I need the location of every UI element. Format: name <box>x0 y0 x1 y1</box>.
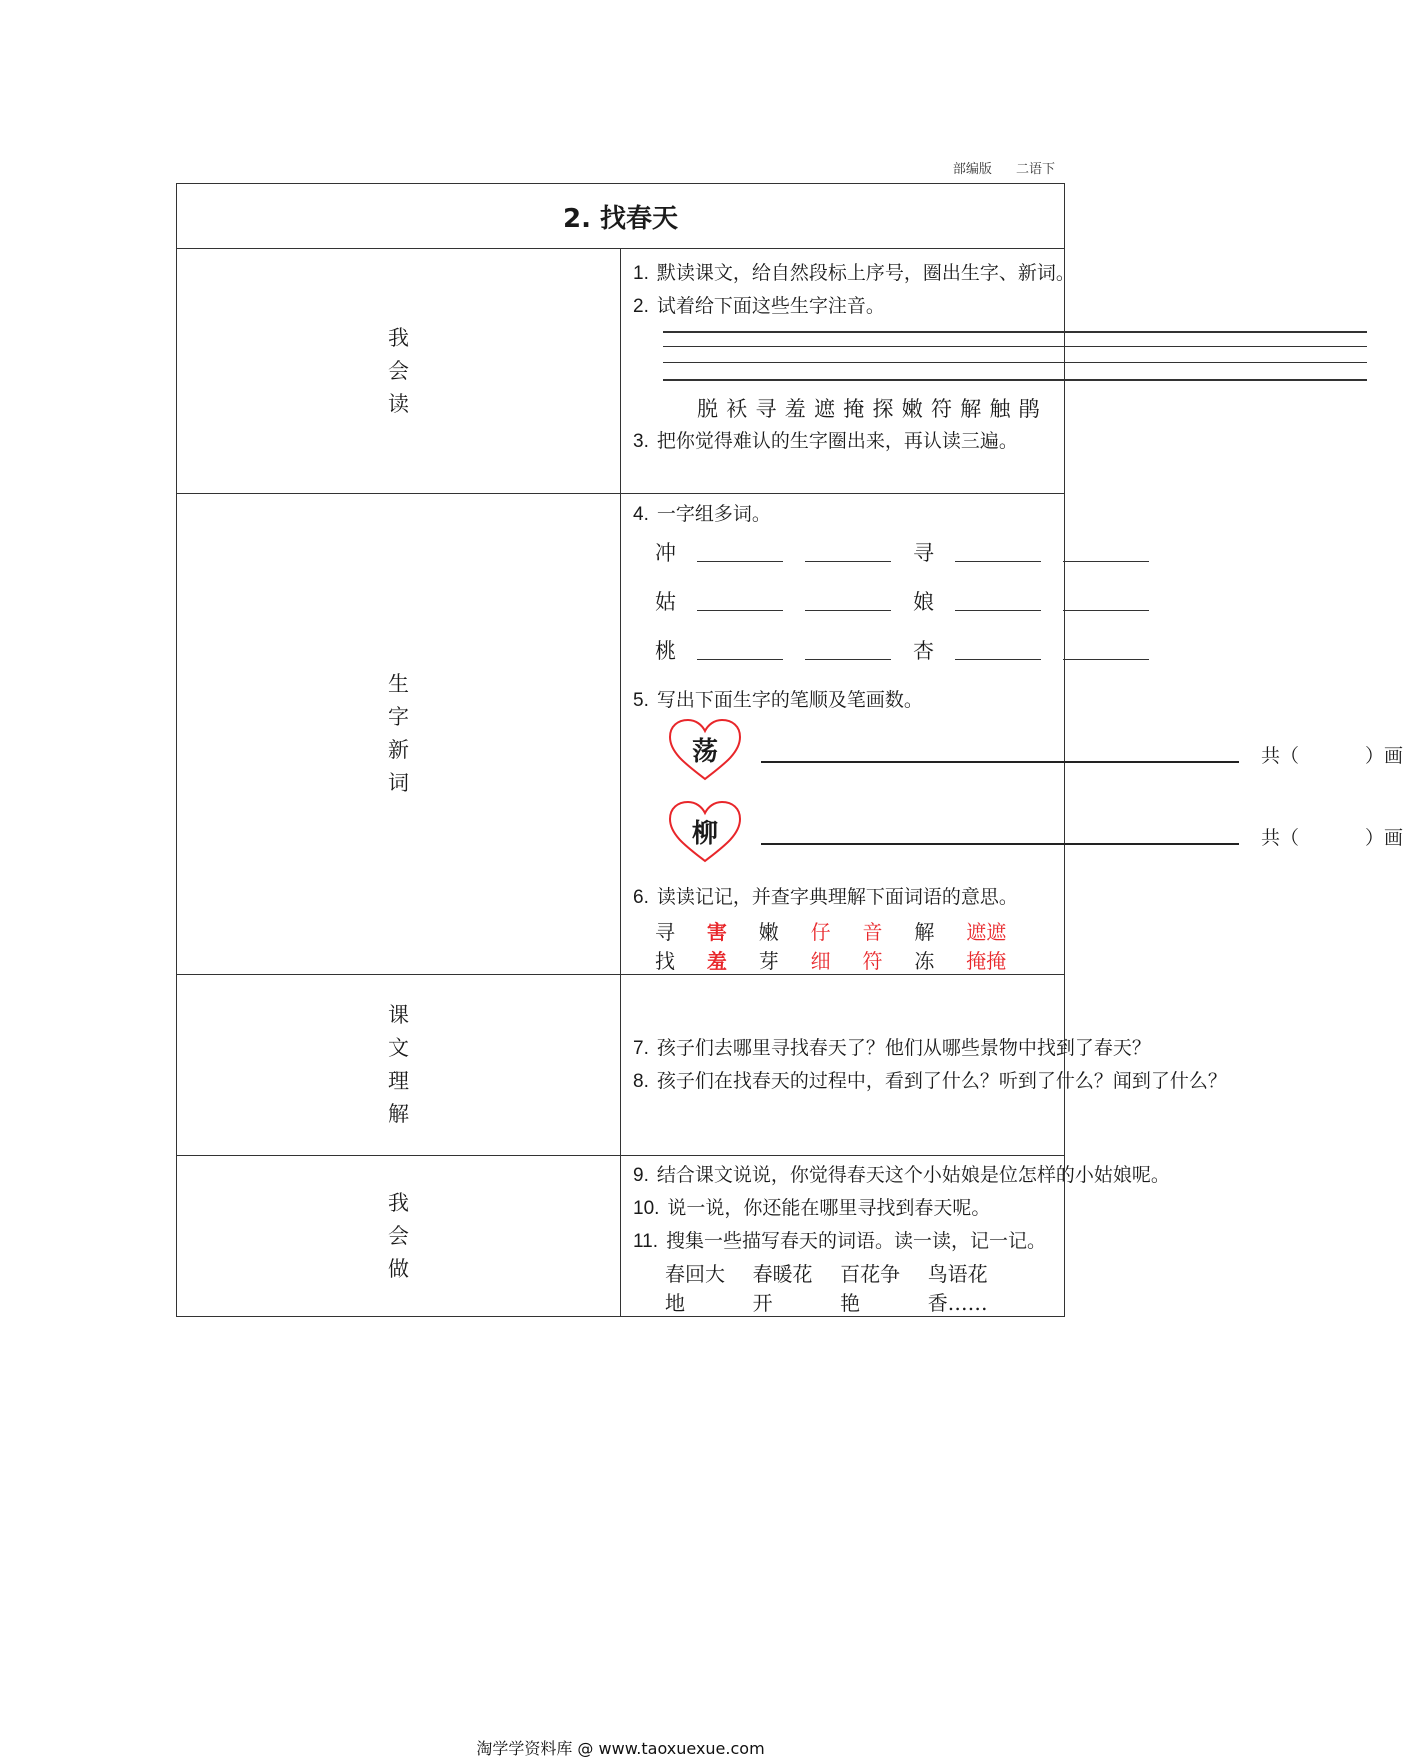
label-char: 课 <box>388 1003 409 1027</box>
label-char: 文 <box>388 1036 409 1060</box>
char: 遮 <box>814 397 835 421</box>
label-char: 字 <box>388 705 409 729</box>
question-8: 8. 孩子们在找春天的过程中，看到了什么？听到了什么？闻到了什么？ <box>633 1070 1227 1092</box>
word-char: 娘 <box>913 590 934 614</box>
footer-watermark: 淘学学资料库 @ www.taoxuexue.com <box>476 1739 765 1758</box>
section-label-understand <box>177 975 621 1156</box>
lesson-title: 2. 找春天 <box>177 184 1065 249</box>
answer-blank[interactable] <box>1063 586 1149 611</box>
stroke-answer-line[interactable] <box>761 761 1239 763</box>
label-char: 读 <box>388 391 409 416</box>
answer-blank[interactable] <box>805 537 891 562</box>
question-10: 10. 说一说，你还能在哪里寻找到春天呢。 <box>633 1197 991 1219</box>
char: 袄 <box>726 397 748 421</box>
label-char: 我 <box>388 325 409 350</box>
word-char: 姑 <box>655 590 676 614</box>
char: 探 <box>872 397 894 421</box>
section-label-read <box>177 249 621 494</box>
question-4: 4. 一字组多词。 <box>633 503 771 525</box>
answer-blank[interactable] <box>955 635 1041 660</box>
char: 掩 <box>843 397 865 421</box>
question-7: 7. 孩子们去哪里寻找春天了？他们从哪些景物中找到了春天？ <box>633 1037 1151 1059</box>
question-11: 11. 搜集一些描写春天的词语。读一读，记一记。 <box>633 1230 1047 1252</box>
vocab-word: 仔细 <box>810 920 831 973</box>
stroke-answer-line[interactable] <box>761 843 1239 845</box>
label-char: 新 <box>388 738 409 762</box>
question-6: 6. 读读记记，并查字典理解下面词语的意思。 <box>633 886 1018 908</box>
vocab-list <box>655 916 1048 974</box>
label-char: 生 <box>388 672 409 696</box>
pinyin-writing-lines[interactable] <box>663 331 1367 387</box>
char: 符 <box>931 397 952 421</box>
stroke-order-row <box>633 799 1403 881</box>
section-label-words <box>177 494 621 975</box>
stroke-count: 共（ ）画 <box>1261 745 1403 767</box>
answer-blank[interactable] <box>697 586 783 611</box>
answer-blank[interactable] <box>1063 537 1149 562</box>
word-row <box>655 635 1048 684</box>
word-char: 寻 <box>913 541 934 565</box>
answer-blank[interactable] <box>697 635 783 660</box>
word-char: 杏 <box>913 639 934 663</box>
vocab-word: 遮遮掩掩 <box>966 920 1007 973</box>
char: 解 <box>960 397 982 421</box>
idiom: 春暖花开 <box>752 1262 813 1315</box>
question-9: 9. 结合课文说说，你觉得春天这个小姑娘是位怎样的小姑娘呢。 <box>633 1164 1170 1186</box>
vocab-word: 音符 <box>862 920 883 973</box>
question-1: 1. 默读课文，给自然段标上序号，圈出生字、新词。 <box>633 262 1075 284</box>
label-char: 解 <box>388 1102 409 1126</box>
char: 脱 <box>697 397 718 421</box>
question-2: 2. 试着给下面这些生字注音。 <box>633 295 885 317</box>
stroke-order-row <box>633 717 1403 799</box>
section-content-read <box>621 249 1075 494</box>
answer-blank[interactable] <box>805 586 891 611</box>
label-char: 词 <box>388 771 409 795</box>
word-building-grid <box>655 537 1048 684</box>
stroke-char: 荡 <box>691 737 718 767</box>
stroke-count: 共（ ）画 <box>1261 827 1403 849</box>
char: 羞 <box>784 397 806 421</box>
label-char: 做 <box>388 1256 409 1281</box>
question-3: 3. 把你觉得难认的生字圈出来，再认读三遍。 <box>633 430 1018 452</box>
stroke-char: 柳 <box>691 819 718 849</box>
answer-blank[interactable] <box>805 635 891 660</box>
idiom-list <box>665 1258 1048 1316</box>
answer-blank[interactable] <box>1063 635 1149 660</box>
idiom: 春回大地 <box>665 1262 725 1315</box>
label-char: 理 <box>388 1069 409 1093</box>
word-row <box>655 537 1048 586</box>
vocab-word: 害羞 <box>706 920 727 973</box>
word-row <box>655 586 1048 635</box>
idiom: 鸟语花香…… <box>927 1262 988 1315</box>
section-content-understand <box>621 975 1227 1156</box>
word-char: 冲 <box>655 541 676 565</box>
grade-label: 二语下 <box>1015 162 1055 177</box>
label-char: 会 <box>388 1223 409 1248</box>
question-5: 5. 写出下面生字的笔顺及笔画数。 <box>633 689 923 711</box>
idiom: 百花争艳 <box>840 1262 901 1315</box>
header-note <box>953 158 1055 177</box>
answer-blank[interactable] <box>697 537 783 562</box>
section-label-do <box>177 1156 621 1317</box>
answer-blank[interactable] <box>955 586 1041 611</box>
label-char: 我 <box>388 1190 409 1215</box>
answer-blank[interactable] <box>955 537 1041 562</box>
edition-label: 部编版 <box>952 162 992 177</box>
pinyin-char-row <box>697 393 1048 423</box>
vocab-word: 寻找 <box>655 920 675 973</box>
char: 嫩 <box>901 397 923 421</box>
label-char: 会 <box>388 358 409 383</box>
worksheet-table <box>176 183 1403 1317</box>
vocab-word: 嫩芽 <box>758 920 779 973</box>
char: 寻 <box>755 397 777 421</box>
char: 鹃 <box>1018 397 1040 421</box>
section-content-words <box>621 494 1403 975</box>
word-char: 桃 <box>655 639 676 663</box>
vocab-word: 解冻 <box>914 920 935 973</box>
section-content-do <box>621 1156 1170 1317</box>
char: 触 <box>989 397 1011 421</box>
